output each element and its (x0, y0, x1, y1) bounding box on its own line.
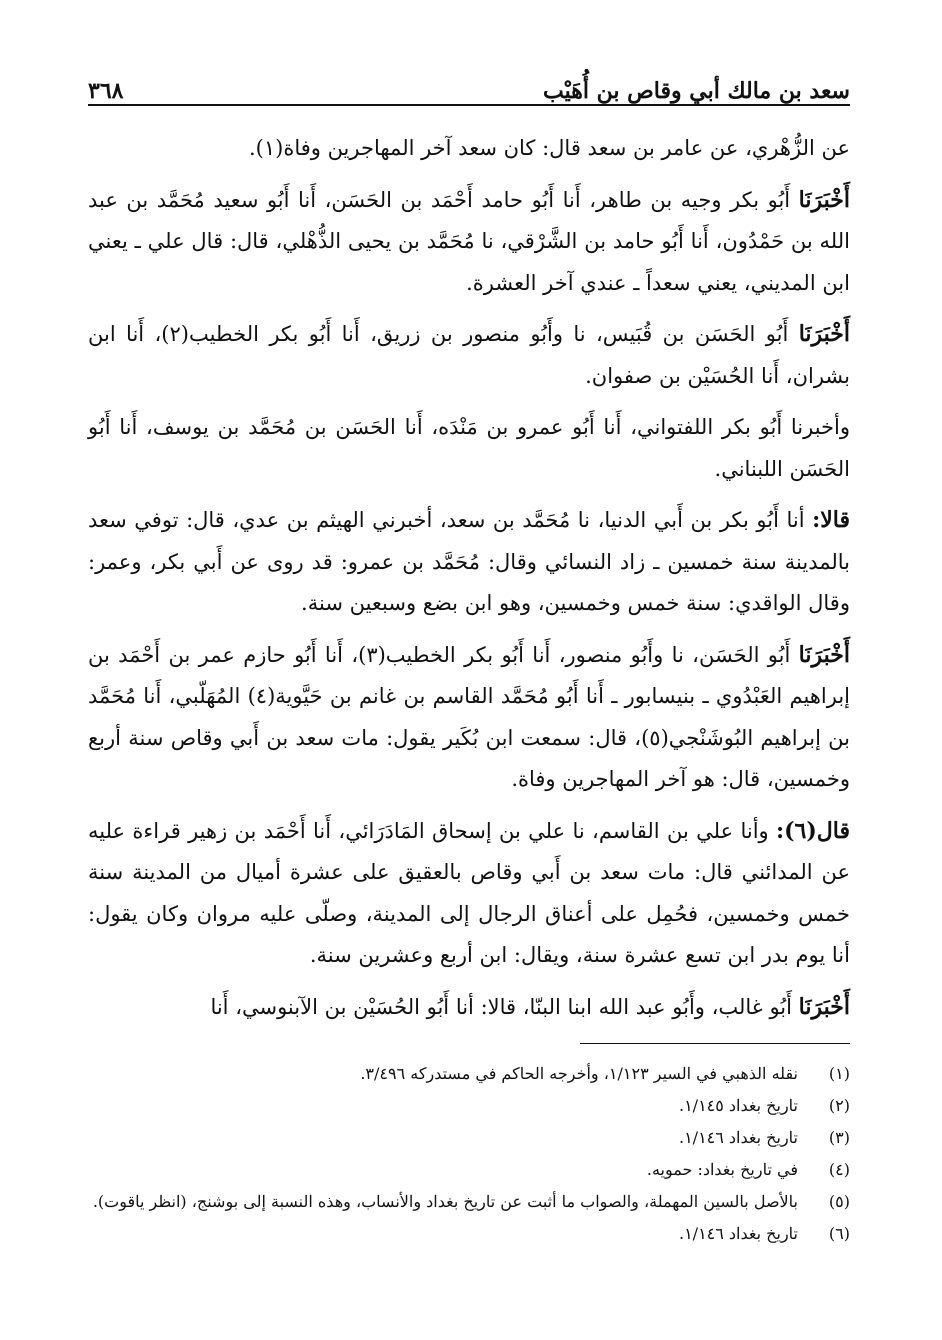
paragraph-lead: أَخْبَرَنَا (798, 321, 851, 347)
page-number: ٣٦٨ (88, 78, 124, 104)
paragraph-text: أَبُو الحَسَن، نا وأَبُو منصور، أَنا أَبُو بكر الخطيب(٣)، أَنا أَبُو حازم عمر بن أَحْمَد بن إبراهيم العَبْدُوي ـ بنيسابور ـ أَنا أَبُو مُحَمَّد القاسم بن غانم بن حَيَّوية(٤) المُهَلّبي، أَنا مُحَمَّد بن إبراهيم البُوشَنْجي(٥)، قال: سمعت ابن بُكَير يقول: مات سعد بن أَبي وقاص سنة أربع وخمسين، قال: هو آخر المهاجرين وفاة. (88, 642, 850, 791)
running-title: سعد بن مالك أبي وقاص بن أُهَيْب (543, 78, 850, 104)
footnote (88, 1218, 850, 1250)
footnote-text: نقله الذهبي في السير ١/١٢٣، وأخرجه الحاكم في مستدركه ٣/٤٩٦. (360, 1064, 798, 1083)
paragraph-lead: قال(٦): (776, 817, 850, 844)
paragraph-text: أنا أَبُو بكر بن أَبي الدنيا، نا مُحَمَّد بن سعد، أخبرني الهيثم بن عدي، قال: توفي سعد بالمدينة سنة خمسين ـ زاد النسائي وقال: مُحَمَّد بن عمرو: قد روى عن أَبي بكر، وعمر: وقال الواقدي: سنة خمس وخمسين، وهو ابن بضع وسبعين سنة. (88, 508, 850, 615)
paragraph (88, 500, 850, 625)
footnote-number: (٥) (828, 1192, 850, 1211)
footnote-rule (580, 1043, 850, 1044)
footnote-text: تاريخ بغداد ١/١٤٦. (678, 1224, 798, 1243)
footnote (88, 1090, 850, 1122)
footnote (88, 1058, 850, 1090)
paragraph (88, 987, 850, 1029)
footnote-text: بالأصل بالسين المهملة، والصواب ما أثبت عن تاريخ بغداد والأنساب، وهذه النسبة إلى بوشنج، (انظر ياقوت). (92, 1192, 798, 1211)
paragraph (88, 407, 850, 490)
footnote (88, 1154, 850, 1186)
paragraph-text: أَبُو الحَسَن بن قُبَيس، نا وأَبُو منصور بن زريق، أَنا أَبُو بكر الخطيب(٢)، أَنا ابن بشران، أَنا الحُسَيْن بن صفوان. (88, 322, 850, 388)
footnote-text: تاريخ بغداد ١/١٤٥. (678, 1096, 798, 1115)
page-header (88, 62, 850, 104)
footnote-number: (٣) (828, 1128, 850, 1147)
footnote-number: (٢) (828, 1096, 850, 1115)
footnote-number: (٦) (828, 1224, 850, 1243)
paragraph-text: وأنا علي بن القاسم، نا علي بن إسحاق المَادَرَائي، أَنا أَحْمَد بن زهير قراءة عليه عن المدائني قال: مات سعد بن أَبي وقاص بالعقيق على عشرة أميال من المدينة سنة خمس وخمسين، فحُمِل على أعناق الرجال إلى المدينة، وصلّى عليه مروان وكان يقول: أنا يوم بدر ابن تسع عشرة سنة، ويقال: ابن أربع وعشرين سنة. (88, 818, 850, 967)
footnote-number: (٤) (828, 1160, 850, 1179)
body-text (88, 128, 850, 1038)
paragraph-lead: أَخْبَرَنَا (798, 641, 850, 668)
paragraph-text: أَبُو غالب، وأَبُو عبد الله ابنا البنّا، قالا: أنا أَبُو الحُسَيْن بن الآبنوسي، أَنا (210, 994, 799, 1019)
footnote-number: (١) (828, 1064, 850, 1083)
paragraph (88, 180, 850, 305)
footnote (88, 1186, 850, 1218)
paragraph-lead: قالا: (812, 507, 850, 533)
paragraph-lead: أَخْبَرَنَا (798, 186, 850, 213)
paragraph (88, 314, 850, 397)
paragraph-text: وأخبرنا أَبُو بكر اللفتواني، أَنا أَبُو عمرو بن مَنْدَه، أَنا الحَسَن بن مُحَمَّد بن يوسف، أَنا أَبُو الحَسَن اللبناني. (88, 415, 850, 481)
footnote (88, 1122, 850, 1154)
header-rule (88, 104, 850, 106)
paragraph (88, 635, 850, 801)
paragraph-text: عن الزُّهْري، عن عامر بن سعد قال: كان سعد آخر المهاجرين وفاة(١). (248, 136, 850, 160)
paragraph-text: أَبُو بكر وجيه بن طاهر، أَنا أَبُو حامد أَحْمَد بن الحَسَن، أَنا أَبُو سعيد مُحَمَّد بن عبد الله بن حَمْدُون، أَنا أَبُو حامد بن الشَّرْقي، نا مُحَمَّد بن يحيى الذُّهْلي، قال: قال علي ـ يعني ابن المديني، يعني سعداً ـ عندي آخر العشرة. (88, 187, 850, 295)
paragraph-lead: أَخْبَرَنَا (798, 993, 850, 1020)
paragraph (88, 811, 850, 977)
paragraph (88, 128, 850, 170)
footnotes (88, 1058, 850, 1250)
footnote-text: تاريخ بغداد ١/١٤٦. (678, 1128, 798, 1147)
footnote-text: في تاريخ بغداد: حمويه. (646, 1160, 798, 1179)
